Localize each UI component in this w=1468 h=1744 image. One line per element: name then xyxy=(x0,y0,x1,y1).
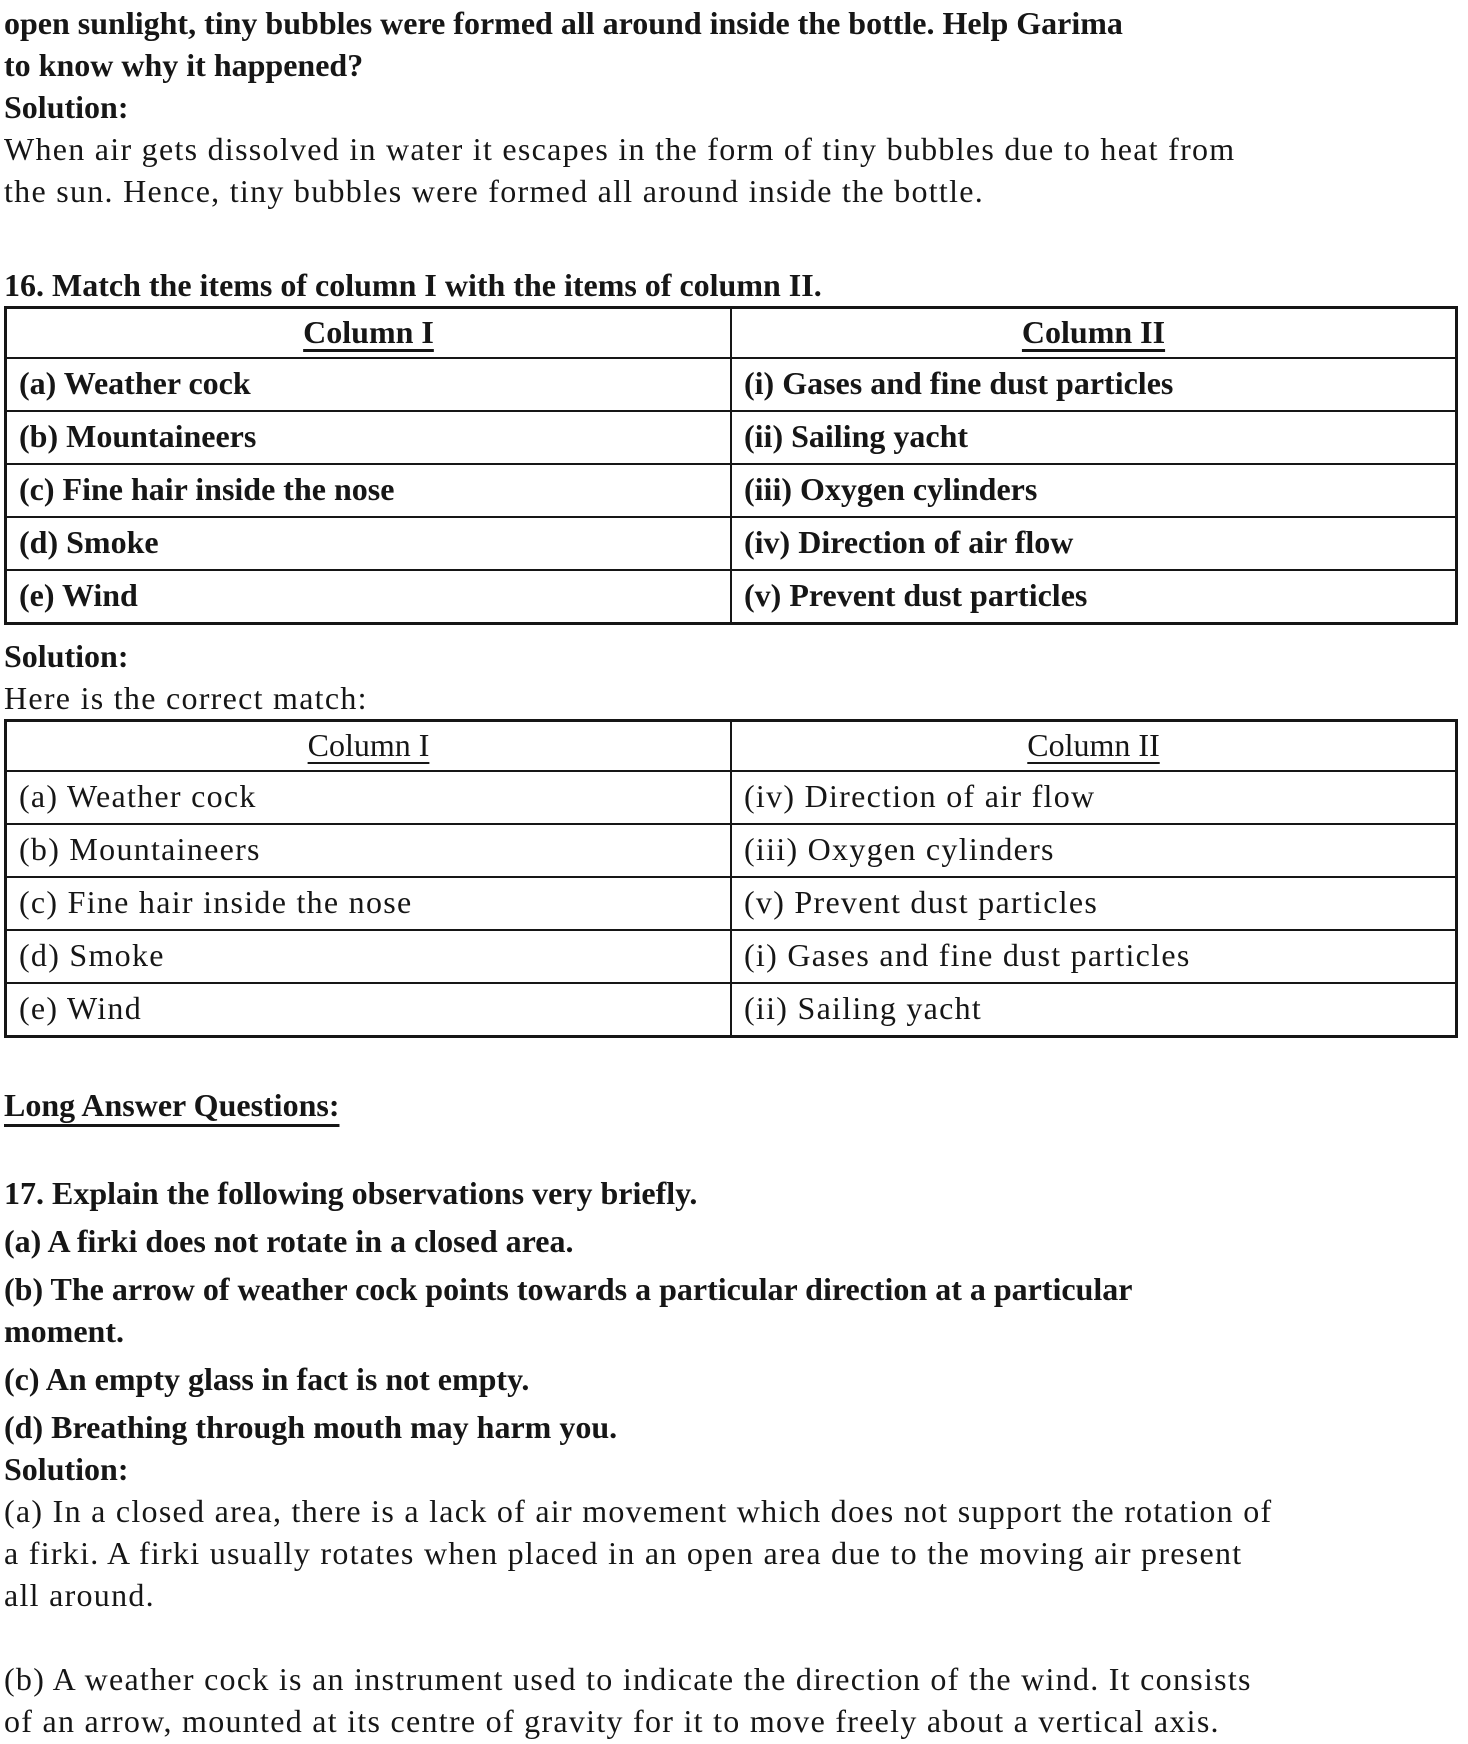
table-row xyxy=(6,771,1457,824)
table-cell: (v) Prevent dust particles xyxy=(731,570,1457,624)
table-row xyxy=(6,824,1457,877)
match-table-column1-header xyxy=(6,308,732,359)
question-17-part-b xyxy=(4,1268,1394,1352)
table-cell: (iii) Oxygen cylinders xyxy=(731,824,1457,877)
table-cell: (d) Smoke xyxy=(6,517,732,570)
table-cell: (iv) Direction of air flow xyxy=(731,517,1457,570)
table-row xyxy=(6,411,1457,464)
solution-17-answer-a xyxy=(4,1490,1394,1616)
table-cell: (e) Wind xyxy=(6,983,732,1037)
question-17-heading: 17. Explain the following observations very briefly. xyxy=(4,1175,698,1211)
table-row xyxy=(6,358,1457,411)
table-row xyxy=(6,930,1457,983)
question-17-part-c: (c) An empty glass in fact is not empty. xyxy=(4,1361,530,1397)
table-cell: (e) Wind xyxy=(6,570,732,624)
column1-header-text: Column I xyxy=(303,314,434,350)
answer-table-column2-header xyxy=(731,721,1457,772)
answer-b-line-2: of an arrow, mounted at its centre of gravity for it to move freely about a vertical axis. xyxy=(4,1703,1220,1739)
table-cell: (d) Smoke xyxy=(6,930,732,983)
question-16-heading: 16. Match the items of column I with the items of column II. xyxy=(4,267,822,303)
question-15-line-1: open sunlight, tiny bubbles were formed all around inside the bottle. Help Garima xyxy=(4,5,1123,41)
table-cell: (b) Mountaineers xyxy=(6,411,732,464)
column1-header-text: Column I xyxy=(307,727,430,763)
question-15-line-2: to know why it happened? xyxy=(4,47,364,83)
table-cell: (iii) Oxygen cylinders xyxy=(731,464,1457,517)
solution-15-text xyxy=(4,128,1394,212)
answer-a-line-2: a firki. A firki usually rotates when placed in an open area due to the moving air present xyxy=(4,1535,1243,1571)
solution-15-line-2: the sun. Hence, tiny bubbles were formed all around inside the bottle. xyxy=(4,173,985,209)
column2-header-text: Column II xyxy=(1027,727,1160,763)
solution-17-label: Solution: xyxy=(4,1451,129,1487)
match-table-header-row xyxy=(6,308,1457,359)
table-cell: (a) Weather cock xyxy=(6,358,732,411)
table-cell: (iv) Direction of air flow xyxy=(731,771,1457,824)
table-cell: (ii) Sailing yacht xyxy=(731,983,1457,1037)
table-row xyxy=(6,570,1457,624)
solution-16-intro: Here is the correct match: xyxy=(4,680,368,716)
answer-a-line-3: all around. xyxy=(4,1577,155,1613)
answer-a-line-1: (a) In a closed area, there is a lack of air movement which does not support the rotation of xyxy=(4,1493,1273,1529)
q16-match-table xyxy=(4,306,1458,625)
answer-b-line-1: (b) A weather cock is an instrument used to indicate the direction of the wind. It consists xyxy=(4,1661,1252,1697)
part-b-line-2: moment. xyxy=(4,1313,124,1349)
table-cell: (v) Prevent dust particles xyxy=(731,877,1457,930)
solution-17-answer-b xyxy=(4,1658,1394,1742)
q16-answer-table xyxy=(4,719,1458,1038)
long-answer-section-heading xyxy=(4,1084,1458,1126)
table-row xyxy=(6,517,1457,570)
part-b-line-1: (b) The arrow of weather cock points towards a particular direction at a particular xyxy=(4,1271,1133,1307)
solution-15-label: Solution: xyxy=(4,89,129,125)
table-cell: (c) Fine hair inside the nose xyxy=(6,877,732,930)
table-cell: (ii) Sailing yacht xyxy=(731,411,1457,464)
solution-16-label: Solution: xyxy=(4,638,129,674)
question-15-text xyxy=(4,2,1394,86)
answer-table-column1-header xyxy=(6,721,732,772)
table-cell: (c) Fine hair inside the nose xyxy=(6,464,732,517)
table-cell: (a) Weather cock xyxy=(6,771,732,824)
table-row xyxy=(6,464,1457,517)
match-table-column2-header xyxy=(731,308,1457,359)
table-cell: (i) Gases and fine dust particles xyxy=(731,358,1457,411)
table-row xyxy=(6,877,1457,930)
question-17-part-d: (d) Breathing through mouth may harm you. xyxy=(4,1409,618,1445)
long-answer-heading-text: Long Answer Questions: xyxy=(4,1087,340,1123)
solution-15-line-1: When air gets dissolved in water it escapes in the form of tiny bubbles due to heat from xyxy=(4,131,1236,167)
table-cell: (i) Gases and fine dust particles xyxy=(731,930,1457,983)
question-17-part-a: (a) A firki does not rotate in a closed area. xyxy=(4,1223,574,1259)
table-cell: (b) Mountaineers xyxy=(6,824,732,877)
table-row xyxy=(6,983,1457,1037)
answer-table-header-row xyxy=(6,721,1457,772)
column2-header-text: Column II xyxy=(1021,314,1166,350)
